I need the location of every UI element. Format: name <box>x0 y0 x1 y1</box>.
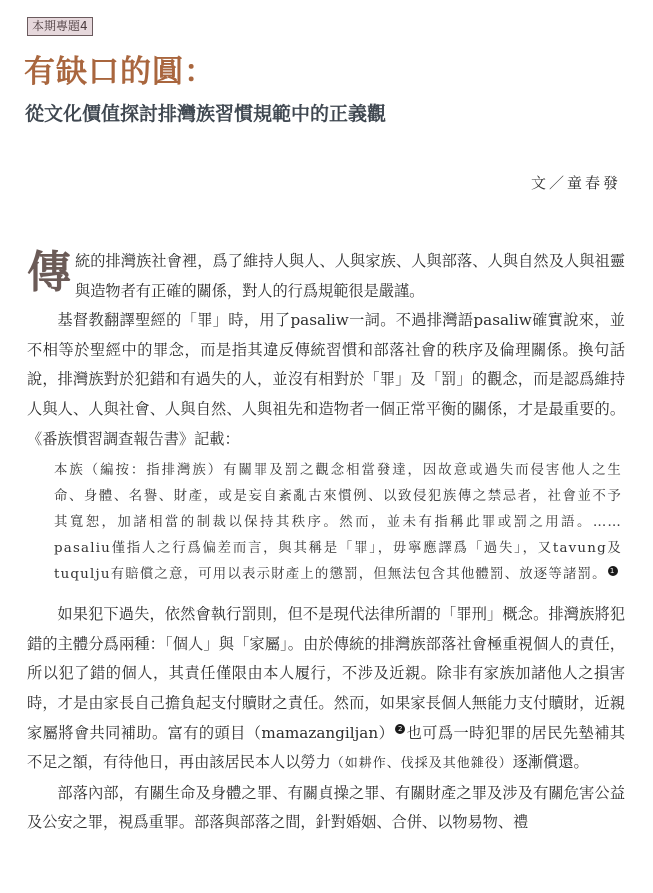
article-subtitle: 從文化價值探討排灣族習慣規範中的正義觀 <box>25 103 387 125</box>
section-tag: 本期專題4 <box>27 17 93 36</box>
footnote-marker-2[interactable]: 2 <box>395 724 405 734</box>
paragraph-translation <box>27 306 625 454</box>
drop-cap: 傳 <box>27 247 71 298</box>
paragraph-text: 部落內部，有關生命及身體之罪、有關貞操之罪、有關財產之罪及涉及有關危害公益及公安之罪，視爲重罪。部落與部落之間，針對婚姻、合併、以物易物、禮 <box>27 783 625 832</box>
block-quote <box>54 458 622 588</box>
paragraph-intro <box>27 247 625 306</box>
paragraph-text: 逐漸償還。 <box>512 753 589 772</box>
paragraph-penalty <box>27 600 625 779</box>
footnote-marker-1[interactable]: 1 <box>608 566 618 576</box>
paragraph-text: 也可爲一時犯罪的居民先墊補其不足之額，有待他日，再由該居民本人以勞力 <box>27 723 626 772</box>
parenthetical-note: （如耕作、伐採及其他雜役） <box>330 756 513 772</box>
article-title: 有缺口的圓： <box>24 54 216 90</box>
paragraph-text: 如果犯下過失，依然會執行罰則，但不是現代法律所謂的「罪刑」概念。排灣族將犯錯的主體分爲兩種：「個人」與「家屬」。由於傳統的排灣族部落社會極重視個人的責任，所以犯了錯的個人，其責任僅限由本人履行，不涉及近親。除非有家族加諸他人之損害時，才是由家長自己擔負起支付贖財之責任。然而，如果家長個人無能力支付贖財，近親家屬將會共同補助。富有的頭目（mamazangiljan） <box>27 605 625 742</box>
article-body <box>27 247 625 838</box>
quote-text: 本族（編按：指排灣族）有關罪及罰之觀念相當發達，因故意或過失而侵害他人之生命、身體、名譽、財產，或是妄自紊亂古來慣例、以致侵犯族傳之禁忌者，社會並不予其寬恕，加諸相當的制裁以保持其秩序。然而，並未有指稱此罪或罰之用語。……pasaliu僅指人之行爲偏差而言，與其稱是「罪」，毋寧應譯爲「過失」，又tavung及tuqulju有賠償之意，可用以表示財產上的懲罰，但無法包含其他體罰、放逐等諸罰。 <box>54 463 622 583</box>
paragraph-offenses <box>27 779 625 838</box>
paragraph-text: 基督教翻譯聖經的「罪」時，用了pasaliw一詞。不過排灣語pasaliw確實說來，並不相等於聖經中的罪念，而是指其違反傳統習慣和部落社會的秩序及倫理關係。換句話說，排灣族對於犯錯和有過失的人，並沒有相對於「罪」及「罰」的觀念，而是認爲維持人與人、人與社會、人與自然、人與祖先和造物者一個正常平衡的關係，才是最重要的。《番族慣習調查報告書》記載： <box>27 311 625 448</box>
author-byline: 文／童春發 <box>530 174 621 192</box>
paragraph-text: 統的排灣族社會裡，爲了維持人與人、人與家族、人與部落、人與自然及人與祖靈與造物者有正確的關係，對人的行爲規範很是嚴謹。 <box>75 252 625 300</box>
